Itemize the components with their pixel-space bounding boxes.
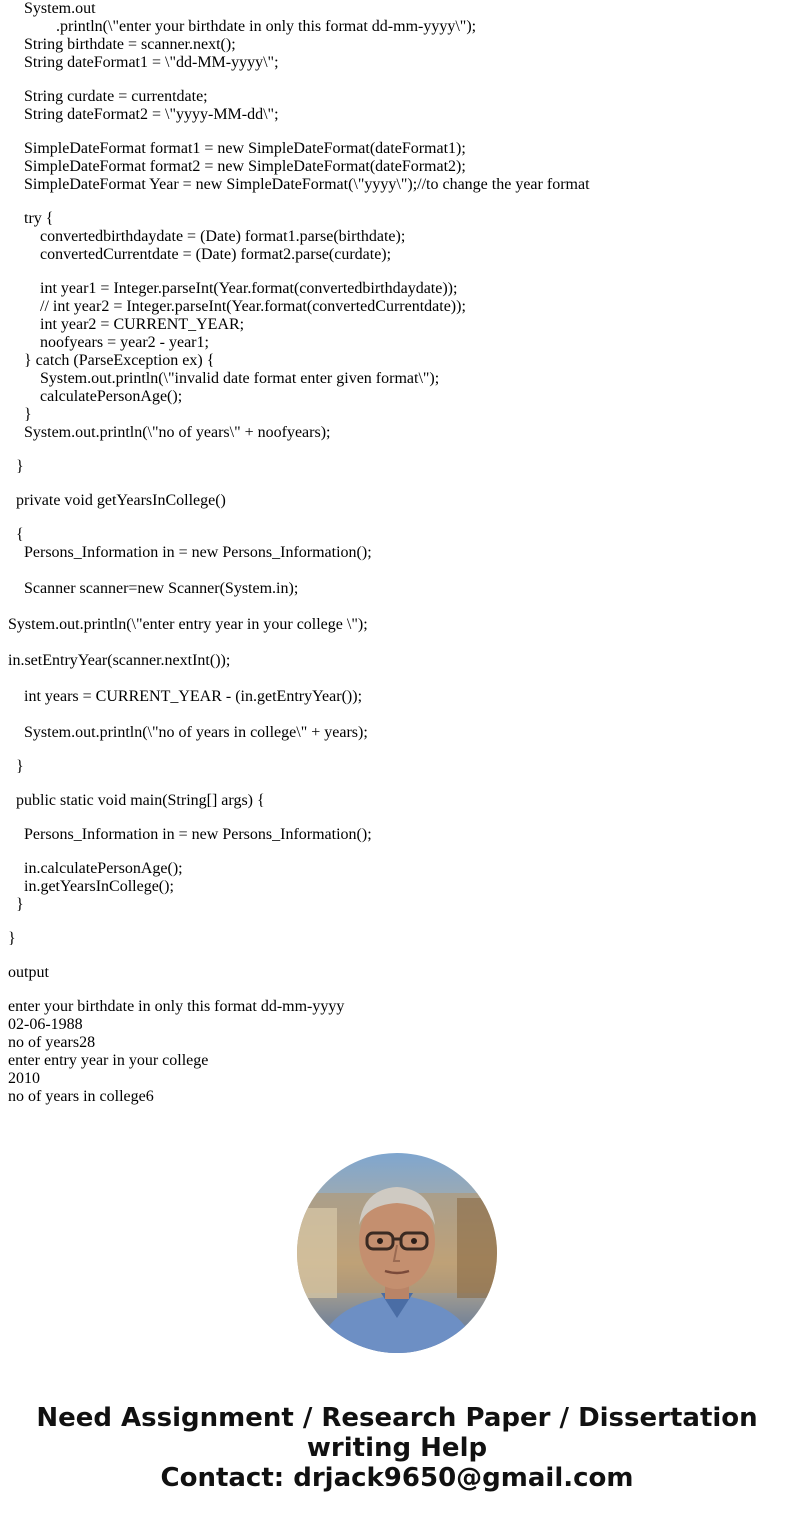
code-line: Persons_Information in = new Persons_Information(); (8, 544, 372, 561)
code-line: } (8, 896, 24, 913)
code-line: Scanner scanner=new Scanner(System.in); (8, 580, 299, 597)
code-line: } (8, 458, 24, 475)
code-line: String curdate = currentdate; (8, 88, 208, 105)
output-line: no of years in college6 (8, 1088, 154, 1105)
code-line: int years = CURRENT_YEAR - (in.getEntryYear()); (8, 688, 363, 705)
code-line: public static void main(String[] args) { (8, 792, 265, 809)
code-line: SimpleDateFormat format2 = new SimpleDateFormat(dateFormat2); (8, 158, 466, 175)
code-line: SimpleDateFormat format1 = new SimpleDateFormat(dateFormat1); (8, 140, 466, 157)
code-line: String dateFormat2 = \"yyyy-MM-dd\"; (8, 106, 279, 123)
promo-line: writing Help (306, 1433, 488, 1463)
code-line: } (8, 930, 16, 947)
code-line: String birthdate = scanner.next(); (8, 36, 236, 53)
code-line: System.out.println(\"no of years in college\" + years); (8, 724, 368, 741)
code-line: in.getYearsInCollege(); (8, 878, 174, 895)
code-line: int year2 = CURRENT_YEAR; (8, 316, 245, 333)
code-line: System.out.println(\"enter entry year in your college \"); (8, 616, 368, 633)
code-line: // int year2 = Integer.parseInt(Year.format(convertedCurrentdate)); (8, 298, 466, 315)
code-line: .println(\"enter your birthdate in only this format dd-mm-yyyy\"); (8, 18, 477, 35)
output-line: enter your birthdate in only this format dd-mm-yyyy (8, 998, 345, 1015)
output-line: enter entry year in your college (8, 1052, 209, 1069)
output-line: 02-06-1988 (8, 1016, 83, 1033)
code-line: System.out.println(\"invalid date format enter given format\"); (8, 370, 440, 387)
code-line: SimpleDateFormat Year = new SimpleDateFormat(\"yyyy\");//to change the year format (8, 176, 590, 193)
author-portrait (297, 1153, 497, 1353)
code-line: convertedbirthdaydate = (Date) format1.parse(birthdate); (8, 228, 406, 245)
output-line: 2010 (8, 1070, 40, 1087)
code-line: int year1 = Integer.parseInt(Year.format(convertedbirthdaydate)); (8, 280, 458, 297)
code-line: noofyears = year2 - year1; (8, 334, 209, 351)
code-line: System.out (8, 0, 96, 17)
code-line: Persons_Information in = new Persons_Information(); (8, 826, 372, 843)
promo-banner (0, 1403, 794, 1493)
code-line: { (8, 526, 24, 543)
code-line: in.calculatePersonAge(); (8, 860, 183, 877)
code-line: convertedCurrentdate = (Date) format2.parse(curdate); (8, 246, 392, 263)
code-line: } (8, 758, 24, 775)
code-line: try { (8, 210, 54, 227)
code-line: in.setEntryYear(scanner.nextInt()); (8, 652, 231, 669)
code-line: System.out.println(\"no of years\" + noofyears); (8, 424, 331, 441)
code-line: } catch (ParseException ex) { (8, 352, 215, 369)
output-heading: output (8, 964, 49, 981)
output-line: no of years28 (8, 1034, 96, 1051)
promo-line: Need Assignment / Research Paper / Dissertation (36, 1403, 758, 1433)
code-line: calculatePersonAge(); (8, 388, 183, 405)
contact-email[interactable]: Contact: drjack9650@gmail.com (160, 1463, 634, 1493)
code-line: private void getYearsInCollege() (8, 492, 226, 509)
code-line: String dateFormat1 = \"dd-MM-yyyy\"; (8, 54, 279, 71)
author-avatar (297, 1153, 497, 1353)
code-line: } (8, 406, 32, 423)
